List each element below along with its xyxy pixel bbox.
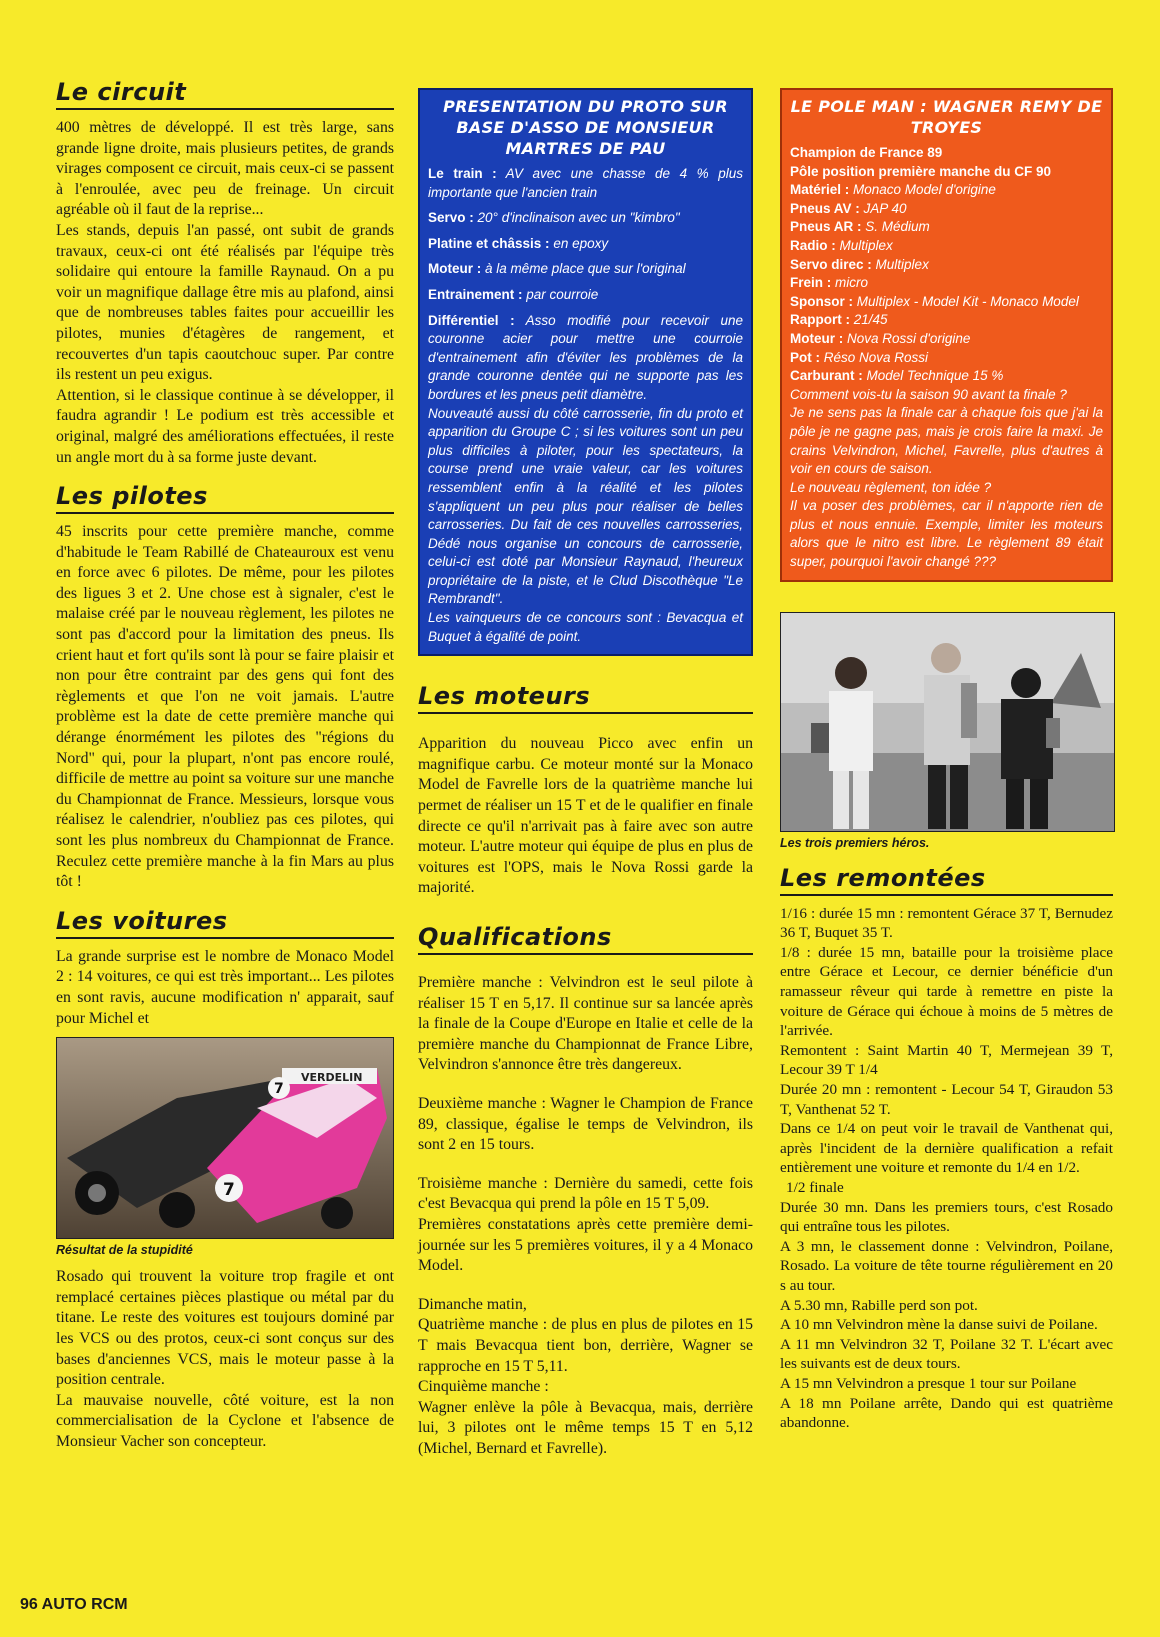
paragraph: Rosado qui trouvent la voiture trop fragile et ont remplacé certaines pièces plastique ou métal par du titane. Le reste des voitures est toujours dominé par les VCS ou des protos, ceux-ci sont conçus sur des bases d'anciennes VCS, mais le moteur passe à la position centrale. [56, 1268, 394, 1389]
paragraph: Dans ce 1/4 on peut voir le travail de Vanthenat qui, après l'incident de la dernière qualification a refait entièrement une voiture et remonte du 1/4 en 1/2. [780, 1120, 1113, 1177]
column-middle [418, 88, 753, 1459]
pilotes-text [56, 522, 394, 893]
box-title: LE POLE MAN : WAGNER REMY DE TROYES [790, 97, 1103, 137]
car-number-front: 7 [223, 1180, 235, 1201]
spec-row: Pneus AR : S. Médium [790, 219, 930, 235]
interview-question: Le nouveau règlement, ton idée ? [790, 479, 992, 495]
spec-row: Carburant : Model Technique 15 % [790, 368, 1004, 384]
page-footer: 96 AUTO RCM [20, 1596, 128, 1613]
car-number-top: 7 [274, 1081, 284, 1098]
paragraph: La mauvaise nouvelle, côté voiture, est la non commercialisation de la Cyclone et l'absence de Monsieur Vacher son concepteur. [56, 1391, 394, 1450]
spec-row: Radio : Multiplex [790, 237, 893, 253]
spec-row: Rapport : 21/45 [790, 312, 888, 328]
paragraph: A 18 mn Poilane arrête, Dando qui est quatrième abandonne. [780, 1394, 1113, 1432]
paragraph: Apparition du nouveau Picco avec enfin un magnifique carbu. Ce moteur monté sur la Monaco Model de Favrelle lors de la quatrième manche lui permet de réaliser un 15 T et de le qualifier en finale directe ce qu'il n'arrivait pas à faire avec son autre moteur. L'autre moteur qui équipe de plus en plus de voitures est l'OPS, mais le Nova Rossi garde la majorité. [418, 735, 753, 897]
paragraph: La grande surprise est le nombre de Monaco Model 2 : 14 voitures, ce qui est très important... Les pilotes en sont ravis, aucune modification n' apparait, sauf pour Michel et [56, 947, 394, 1027]
box-paragraph: Les vainqueurs de ce concours sont : Bevacqua et Buquet à égalité de point. [428, 610, 743, 644]
paragraph: 400 mètres de développé. Il est très large, sans grande ligne droite, mais plusieurs petites, de grands virages composent ce circuit, mais ceux-ci se passent à l'enroulée, avec peu de freinage. Un circuit agréable où il faut de la reprise... [56, 119, 394, 219]
paragraph: A 15 mn Velvindron a presque 1 tour sur Poilane [780, 1374, 1077, 1392]
spec-row: Sponsor : Multiplex - Model Kit - Monaco Model [790, 293, 1079, 309]
paragraph: Première manche : Velvindron est le seul pilote à réaliser 15 T en 5,17. Il continue sur sa lancée après la finale de la Coupe d'Europe en Italie et celle de la première manche du Championnat de France Libre, Velvindron s'annonce être très dangereux. [418, 974, 753, 1074]
spec-row: Entrainement : par courroie [428, 286, 599, 302]
photo-caption: Résultat de la stupidité [56, 1243, 193, 1258]
photo-caption: Les trois premiers héros. [780, 835, 930, 850]
car-sponsor-text: VERDELIN [301, 1071, 363, 1085]
spec-row: Servo direc : Multiplex [790, 256, 929, 272]
interview-question: Comment vois-tu la saison 90 avant ta finale ? [790, 386, 1067, 402]
paragraph: Attention, si le classique continue à se développer, il faudra agrandir ! Le podium est très accessible et original, malgré des améliorations effectuées, il reste un angle mort du à sa forme juste devant. [56, 386, 394, 466]
spec-row: Matériel : Monaco Model d'origine [790, 182, 996, 198]
paragraph: 1/2 finale [786, 1178, 844, 1196]
section-title-qualifications: Qualifications [418, 923, 753, 955]
section-title-circuit: Le circuit [56, 78, 394, 110]
paragraph: Troisième manche : Dernière du samedi, cette fois c'est Bevacqua qui prend la pôle en 15 T 5,09. [418, 1174, 753, 1213]
circuit-text [56, 118, 394, 468]
box-title: PRESENTATION DU PROTO SUR BASE D'ASSO DE MONSIEUR MARTRES DE PAU [443, 97, 728, 158]
spec-row: Moteur : à la même place que sur l'original [428, 261, 686, 277]
spec-row: Différentiel : Asso modifié pour recevoir une couronne acier pour mettre une courroie d'entrainement afin d'éviter les problèmes de la grande couronne dentée qui ne supporte pas les bordures et les pneus petit diamètre. [428, 312, 743, 402]
paragraph: 1/16 : durée 15 mn : remontent Gérace 37 T, Bernudez 36 T, Buquet 35 T. [780, 904, 1113, 942]
spec-row: Servo : 20° d'inclinaison avec un "kimbro" [428, 210, 680, 226]
section-title-voitures: Les voitures [56, 907, 394, 939]
box-line: Pôle position première manche du CF 90 [790, 163, 1052, 179]
podium-photo [780, 612, 1115, 832]
spec-row: Frein : micro [790, 275, 869, 291]
voitures-text [56, 947, 394, 1029]
section-title-pilotes: Les pilotes [56, 482, 394, 514]
paragraph: Wagner enlève la pôle à Bevacqua, mais, derrière lui, 3 pilotes ont le même temps 15 T en 5,12 (Michel, Bernard et Favrelle). [418, 1398, 753, 1457]
paragraph: A 10 mn Velvindron mène la danse suivi de Poilane. [780, 1316, 1098, 1334]
paragraph: A 3 mn, le classement donne : Velvindron, Poilane, Rosado. La voiture de tête tourne régulièrement en 20 s au tour. [780, 1237, 1113, 1294]
qualifications-text [418, 973, 753, 1459]
column-right [780, 88, 1113, 1433]
paragraph: A 11 mn Velvindron 32 T, Poilane 32 T. L'écart avec les suivants est de deux tours. [780, 1335, 1113, 1373]
spec-row: Moteur : Nova Rossi d'origine [790, 330, 971, 346]
paragraph: Deuxième manche : Wagner le Champion de France 89, classique, égalise le temps de Velvindron, ils sont 2 en 15 tours. [418, 1094, 753, 1154]
paragraph: A 5.30 mn, Rabille perd son pot. [780, 1296, 978, 1314]
paragraph: 45 inscrits pour cette première manche, comme d'habitude le Team Rabillé de Chateauroux est venu en force avec 6 pilotes. De même, pour les pilotes des ligues 3 et 2. Une chose est à signaler, c'est le malaise créé par le nouveau règlement, les pilotes ne sont pas d'accord pour la limitation des pneus. Ils crient haut et fort qu'ils sont là pour se faire plaisir et non pour être contraint par des gens qui font des règlements et que l'on ne voit jamais. L'autre problème est la date de cette première manche qui dérange énormément les pilotes des "régions du Nord" qui, pour la plupart, n'ont pas encore roulé, difficile de mettre au point sa voiture sur une manche du Championnat de France. Messieurs, lorsque vous réalisez le calendrier, n'oubliez pas ces pilotes, qui sont les plus nombreux du Championnat de France. Reculez cette première manche à la fin Mars au plus tôt ! [56, 523, 394, 891]
podium-photo-image [781, 613, 1114, 831]
car-photo [56, 1037, 394, 1239]
paragraph: Quatrième manche : de plus en plus de pilotes en 15 T mais Bevacqua tient bon, derrière, Wagner se rapproche en 15 T 5,11. [418, 1316, 753, 1375]
voitures-text-cont [56, 1267, 394, 1452]
spec-row: Pneus AV : JAP 40 [790, 200, 907, 216]
interview-answer: Il va poser des problèmes, car il n'apporte rien de plus et nous ennuie. Exemple, limiter les moteurs alors que le nitro est libre. Le règlement 89 était super, pourquoi l'avoir changé ??? [790, 498, 1103, 570]
box-line: Champion de France 89 [790, 145, 943, 160]
moteurs-text [418, 734, 753, 899]
paragraph: Durée 30 mn. Dans les premiers tours, c'est Rosado qui entraîne tous les pilotes. [780, 1198, 1113, 1236]
box-paragraph: Nouveauté aussi du côté carrosserie, fin du proto et apparition du Groupe C ; si les voitures sont un peu plus difficiles à piloter, pour les spectateurs, la course prend une vraie valeur, car les voitures ressemblent enfin à la réalité et les pilotes s'appliquent un peu plus pour réaliser de belles carrosseries. Du fait de ces nouvelles carrosseries, Dédé nous organise un concours de carrosserie, celui-ci est doté par Monsieur Raynaud, l'heureux propriétaire de la piste, et le Clud Discothèque "Le Rembrandt". [428, 405, 743, 607]
section-title-moteurs: Les moteurs [418, 682, 753, 714]
paragraph: Durée 20 mn : remontent - Lecour 54 T, Giraudon 53 T, Vanthenat 52 T. [780, 1081, 1113, 1118]
paragraph: Cinquième manche : [418, 1378, 549, 1396]
spec-row: Pot : Réso Nova Rossi [790, 349, 929, 365]
paragraph: Dimanche matin, [418, 1295, 527, 1313]
paragraph: Remontent : Saint Martin 40 T, Mermejean 39 T, Lecour 39 T 1/4 [780, 1041, 1113, 1079]
spec-row: Platine et châssis : en epoxy [428, 235, 609, 251]
spec-row: Le train : AV avec une chasse de 4 % plus importante que l'ancien train [428, 166, 743, 200]
car-photo-image [57, 1038, 393, 1238]
paragraph: Les stands, depuis l'an passé, ont subit de grands travaux, ceux-ci ont été réalisés par l'équipe très solidaire qui entoure la famille Raynaud. On a pu voir un magnifique dallage être mis au plafond, ainsi que de nombreuses tables faites pour accueillir les pilotes, munies d'étagères de rangement, et recouvertes d'un tapis caoutchouc super. Par contre ils restent un peu exigus. [56, 221, 394, 384]
paragraph: 1/8 : durée 15 mn, bataille pour la troisième place entre Gérace et Lecour, ce dernier bénéficie d'un ramasseur rêveur qui tarde à remettre en piste la voiture de Gérace qui échoue à moins de 5 mètres de l'arrivée. [780, 943, 1113, 1040]
paragraph: Premières constatations après cette première demi-journée sur les 5 premières voitures, il y a 4 Monaco Model. [418, 1215, 753, 1275]
interview-answer: Je ne sens pas la finale car à chaque fois que j'ai la pôle je ne gagne pas, mais je crois faire la maxi. Je crains Velvindron, Michel, Favrelle, plus d'autres à voir en cours de saison. [790, 405, 1103, 477]
remontees-text [780, 904, 1113, 1433]
section-title-remontees: Les remontées [780, 864, 1113, 896]
pole-man-box [780, 88, 1113, 582]
proto-presentation-box [418, 88, 753, 656]
column-left [56, 78, 394, 1453]
